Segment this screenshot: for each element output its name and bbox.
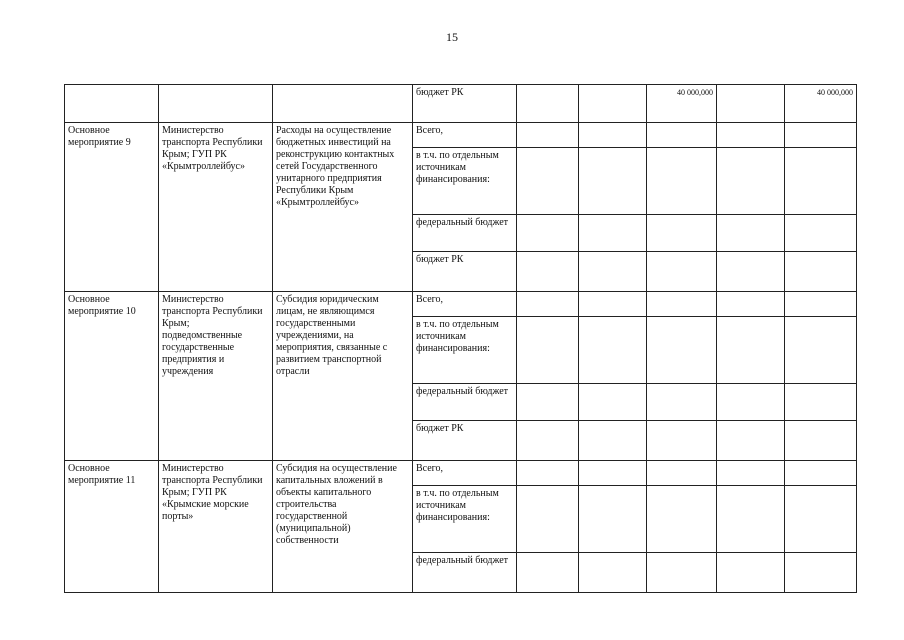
measure-name: Основное мероприятие 10 — [65, 292, 159, 461]
source-total: Всего, — [413, 292, 517, 317]
measure-name: Основное мероприятие 9 — [65, 123, 159, 292]
measure-executor: Министерство транспорта Республики Крым; ГУП РК «Крымтроллейбус» — [159, 123, 273, 292]
page-number: 15 — [446, 30, 458, 44]
source-rk: бюджет РК — [413, 421, 517, 461]
source-rk-cell: бюджет РК — [413, 85, 517, 123]
source-federal: федеральный бюджет — [413, 215, 517, 252]
table-row — [65, 123, 857, 148]
table-row — [65, 461, 857, 486]
executor-cell — [159, 85, 273, 123]
value-cell — [717, 85, 785, 123]
source-total: Всего, — [413, 123, 517, 148]
table-row — [65, 292, 857, 317]
value-cell: 40 000,000 — [647, 85, 717, 123]
measure-executor: Министерство транспорта Республики Крым; подведомственные государственные предприятия и учреждения — [159, 292, 273, 461]
financing-table — [64, 84, 857, 593]
measure-executor: Министерство транспорта Республики Крым; ГУП РК «Крымские морские порты» — [159, 461, 273, 593]
description-cell — [273, 85, 413, 123]
measure-name: Основное мероприятие 11 — [65, 461, 159, 593]
source-rk: бюджет РК — [413, 252, 517, 292]
value-cell — [517, 85, 579, 123]
measure-description: Расходы на осуществление бюджетных инвестиций на реконструкцию контактных сетей Государственного унитарного предприятия Республики Крым «Крымтроллейбус» — [273, 123, 413, 292]
measure-name-cell — [65, 85, 159, 123]
source-incl: в т.ч. по отдельным источникам финансирования: — [413, 486, 517, 553]
measure-description: Субсидия юридическим лицам, не являющимся государственными учреждениями, на мероприятия, связанные с развитием транспортной отрасли — [273, 292, 413, 461]
value-cell: 40 000,000 — [785, 85, 857, 123]
source-incl: в т.ч. по отдельным источникам финансирования: — [413, 148, 517, 215]
value-cell — [579, 85, 647, 123]
source-total: Всего, — [413, 461, 517, 486]
measure-description: Субсидия на осуществление капитальных вложений в объекты капитального строительства государственной (муниципальной) собственности — [273, 461, 413, 593]
table-row — [65, 85, 857, 123]
source-federal: федеральный бюджет — [413, 553, 517, 593]
source-incl: в т.ч. по отдельным источникам финансирования: — [413, 317, 517, 384]
source-federal: федеральный бюджет — [413, 384, 517, 421]
